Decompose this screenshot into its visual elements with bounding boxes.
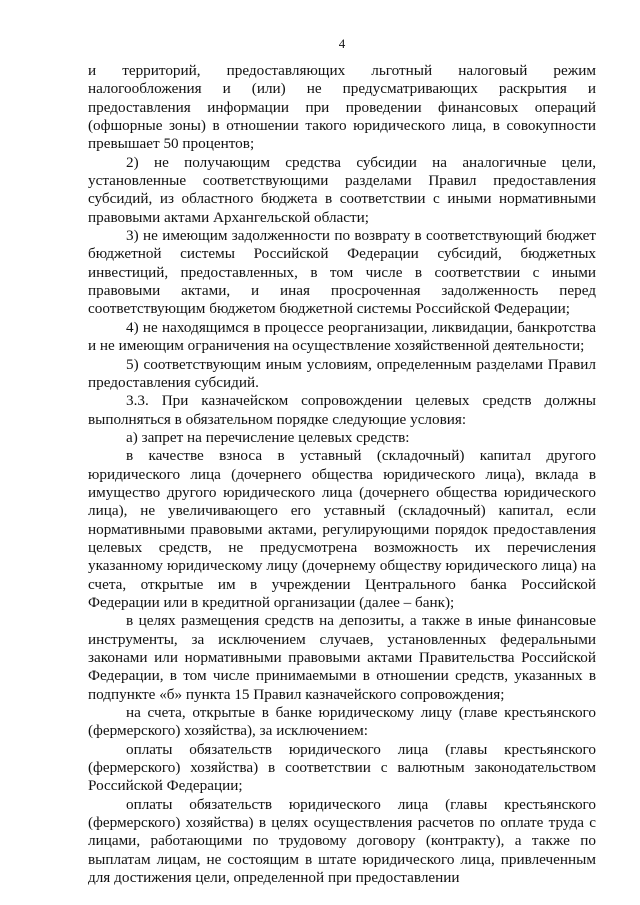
document-body xyxy=(88,62,596,887)
paragraph-condition-5: 5) соответствующим иным условиям, определенным разделами Правил предоставления субсидий. xyxy=(88,355,596,391)
document-page xyxy=(88,36,596,887)
paragraph-deposits: в целях размещения средств на депозиты, а также в иные финансовые инструменты, за исключением случаев, установленных федеральными законами или нормативными правовыми актами Правительства Российской Федерации, в том числе принимаемыми в отношении средств, указанных в подпункте «б» пункта 15 Правил казначейского сопровождения; xyxy=(88,612,596,703)
paragraph-section-3-3: 3.3. При казначейском сопровождении целевых средств должны выполняться в обязательном порядке следующие условия: xyxy=(88,392,596,428)
page-number: 4 xyxy=(338,36,346,51)
paragraph-bank-accounts: на счета, открытые в банке юридическому лицу (главе крестьянского (фермерского) хозяйства), за исключением: xyxy=(88,704,596,740)
paragraph-condition-3: 3) не имеющим задолженности по возврату в соответствующий бюджет бюджетной системы Российской Федерации субсидий, бюджетных инвестиций, предоставленных, в том числе в соответствии с иными правовыми актами, и иная просроченная задолженность перед соответствующим бюджетом бюджетной системы Российской Федерации; xyxy=(88,227,596,318)
paragraph-subitem-a: а) запрет на перечисление целевых средств: xyxy=(126,428,410,446)
paragraph-capital-contribution: в качестве взноса в уставный (складочный) капитал другого юридического лица (дочернего общества юридического лица), вклада в имущество другого юридического лица (дочернего общества юридического лица), не увеличивающего его уставный (складочный) капитал, если нормативными правовыми актами, регулирующими порядок предоставления целевых средств, не предусмотрена возможность их перечисления указанному юридическому лицу (дочернему обществу юридического лица) на счета, открытые им в учреждении Центрального банка Российской Федерации или в кредитной организации (далее – банк); xyxy=(88,447,596,611)
paragraph-currency-obligations: оплаты обязательств юридического лица (главы крестьянского (фермерского) хозяйства) в соответствии с валютным законодательством Российской Федерации; xyxy=(88,740,596,795)
paragraph-condition-4: 4) не находящимся в процессе реорганизации, ликвидации, банкротства и не имеющим ограничения на осуществление хозяйственной деятельности; xyxy=(88,318,596,355)
paragraph-offshore-zones: и территорий, предоставляющих льготный налоговый режим налогообложения и (или) не предусматривающих раскрытия и предоставления информации при проведении финансовых операций (офшорные зоны) в отношении такого юридического лица, в совокупности превышает 50 процентов; xyxy=(88,62,596,153)
paragraph-condition-2: 2) не получающим средства субсидии на аналогичные цели, установленные соответствующими разделами Правил предоставления субсидий, из областного бюджета в соответствии с иными нормативными правовыми актами Архангельской области; xyxy=(88,153,596,226)
paragraph-payroll-obligations: оплаты обязательств юридического лица (главы крестьянского (фермерского) хозяйства) в целях осуществления расчетов по оплате труда с лицами, работающими по трудовому договору (контракту), а также по выплатам лицам, не состоящим в штате юридического лица, привлеченным для достижения цели, определенной при предоставлении xyxy=(88,795,596,887)
